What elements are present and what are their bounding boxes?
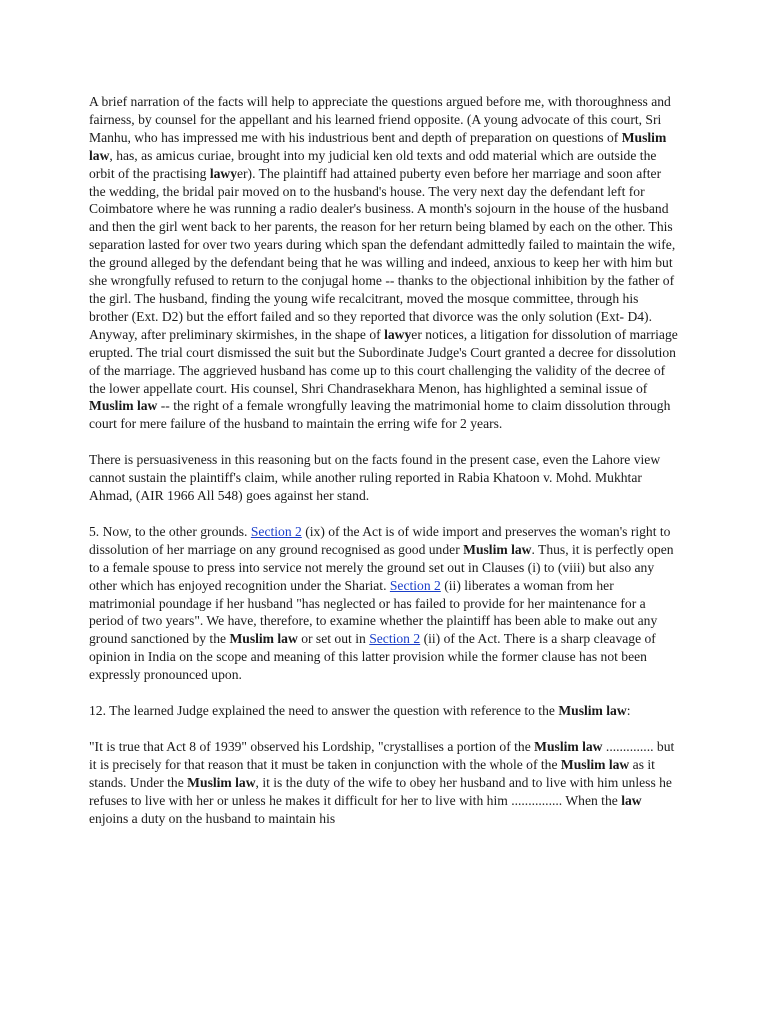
text-run: A brief narration of the facts will help to appreciate the questions argued before me, with thoroughness and fairness, by counsel for the appellant and his learned friend opposite. (A young advocate of this court, Sri Manhu, who has impressed me with his industrious bent and depth of preparation on questions of — [89, 94, 671, 145]
text-run: 12. The learned Judge explained the need to answer the question with reference to the — [89, 703, 559, 719]
highlighted-term: Muslim law — [187, 774, 256, 790]
highlighted-term: Muslim law — [534, 739, 603, 754]
highlighted-term: law — [621, 792, 642, 808]
text-run: (ii) of the Act. There is a sharp cleavage of opinion in India on the scope and meaning of this latter provision while the former clause has not been expressly pronounced upon. — [89, 631, 656, 683]
highlighted-term: Muslim law — [229, 631, 298, 647]
text-run: There is persuasiveness in this reasoning but on the facts found in the present case, even the Lahore view cannot sustain the plaintiff's claim, while another ruling reported in Rabia Khatoon v. Mohd. Mukhtar Ahmad, (AIR 1966 All 548) goes against her stand. — [89, 452, 661, 504]
text-run: , has, as amicus curiae, brought into my judicial ken old texts and odd material which are outside the orbit of the practising — [89, 147, 657, 181]
paragraph-p3 — [89, 523, 681, 684]
highlighted-term: lawy — [384, 326, 412, 342]
text-run: er notices, a litigation for dissolution of marriage erupted. The trial court dismissed the suit but the Subordinate Judge's Court granted a decree for dissolution of the marriage. The aggrieved husband has come up to this court challenging the validity of the decree of the lower appellate court. His counsel, Shri Chandrasekhara Menon, has highlighted a seminal issue of — [89, 326, 678, 396]
highlighted-term: Muslim law — [89, 398, 158, 414]
section-link[interactable]: Section 2 — [389, 577, 441, 593]
text-run: : — [626, 703, 631, 719]
text-run: "It is true that Act 8 of 1939" observed his Lordship, "crystallises a portion of the — [89, 739, 535, 754]
text-run: , it is the duty of the wife to obey her husband and to live with him unless he refuses to live with her or unless he makes it difficult for her to live with him ............... When the — [89, 774, 672, 808]
text-run: .............. but it is precisely for that reason that it must be taken in conjunction with the whole of the — [89, 739, 675, 772]
text-run: enjoins a duty on the husband to maintain his — [89, 810, 336, 826]
highlighted-term: Muslim law — [89, 129, 667, 163]
text-run: or set out in — [297, 631, 370, 647]
highlighted-term: Muslim law — [560, 756, 630, 772]
highlighted-term: Muslim law — [463, 541, 532, 557]
paragraph-p4 — [89, 702, 681, 720]
text-run: (ix) of the Act is of wide import and preserves the woman's right to dissolution of her marriage on any ground recognised as good under — [89, 523, 671, 557]
highlighted-term: lawy — [209, 165, 237, 181]
section-link[interactable]: Section 2 — [369, 631, 421, 647]
text-run: as it stands. Under the — [89, 756, 655, 790]
text-run: -- the right of a female wrongfully leaving the matrimonial home to claim dissolution through court for mere failure of the husband to maintain the erring wife for 2 years. — [89, 398, 671, 432]
text-run: er). The plaintiff had attained puberty even before her marriage and soon after the wedding, the bridal pair moved on to the husband's house. The very next day the defendant left for Coimbatore where he was running a radio dealer's business. A month's sojourn in the house of the husband and then the girl went back to her parents, the reason for her return being blamed by each on the other. This separation lasted for over two years during which span the defendant admittedly failed to maintain the wife, the ground alleged by the defendant being that he was willing and indeed, anxious to keep her with him but she wrongfully refused to return to the conjugal home -- thanks to the objectional inhibition by the father of the girl. The husband, finding the young wife recalcitrant, moved the mosque committee, through his brother (Ext. D2) but the effort failed and so they reported that divorce was the only solution (Ext- D4). Anyway, after preliminary skirmishes, in the shape of — [89, 165, 676, 342]
section-link[interactable]: Section 2 — [250, 523, 302, 539]
text-run: . Thus, it is perfectly open to a female spouse to press into service not merely the ground set out in Clauses (i) to (viii) but also any other which has enjoyed recognition under the Shariat. — [89, 541, 674, 593]
text-run: 5. Now, to the other grounds. — [89, 523, 251, 539]
highlighted-term: Muslim law — [558, 703, 627, 719]
paragraph-p2 — [89, 451, 681, 505]
text-run: (ii) liberates a woman from her matrimonial poundage if her husband "has neglected or has failed to provide for her maintenance for a period of two years". We have, therefore, to examine whether the plaintiff has been able to make out any ground sanctioned by the — [89, 577, 658, 647]
paragraph-p1 — [89, 93, 681, 433]
document-page — [89, 93, 681, 846]
paragraph-p5 — [89, 738, 681, 828]
